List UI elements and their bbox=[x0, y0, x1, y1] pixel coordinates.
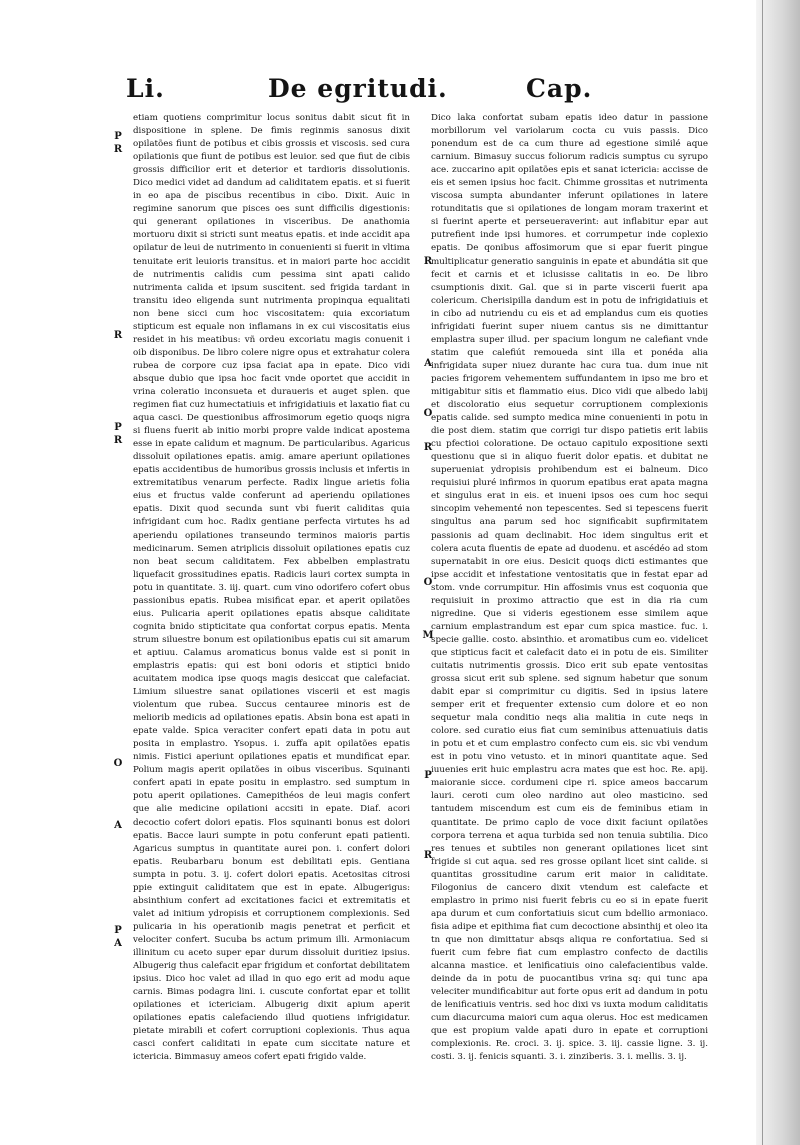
margin-letter: R bbox=[113, 330, 123, 341]
margin-letter: R bbox=[423, 442, 433, 453]
chapter-label: Cap. bbox=[526, 74, 593, 103]
margin-letter: P bbox=[114, 131, 122, 142]
running-header bbox=[118, 74, 748, 110]
margin-letter: P bbox=[424, 770, 432, 781]
page-edge-shadow bbox=[756, 0, 800, 1145]
book-number: Li. bbox=[126, 74, 165, 103]
margin-letter: P bbox=[114, 925, 122, 936]
margin-letter: M bbox=[422, 630, 434, 641]
right-text-column bbox=[431, 112, 708, 1063]
margin-letter: A bbox=[114, 820, 122, 831]
margin-letter: P bbox=[114, 422, 122, 433]
margin-letter: R bbox=[113, 144, 123, 155]
margin-letter: R bbox=[113, 435, 123, 446]
running-title: De egritudi. bbox=[268, 74, 448, 103]
margin-letter: O bbox=[113, 758, 123, 769]
margin-letter: R bbox=[423, 850, 433, 861]
margin-letter: R bbox=[423, 256, 433, 267]
margin-letter: A bbox=[424, 358, 432, 369]
margin-letter: A bbox=[114, 938, 122, 949]
margin-letter: O bbox=[423, 408, 433, 419]
left-column-text: etiam quotiens comprimitur locus sonitus dabit sicut fit in dispositione in splene. De fimis reginmis sanosus dixit opilatões fiunt de potibus et cibis grossis et viscosis. sed cura opilationis que fiunt de potibus est leuior. sed que fiut de cibis grossis difficilior erit et deterior et tardioris dissolutionis. Dico medici videt ad dandum ad caliditatem epatis. et si fuerit in eo apa de piscibus recentibus in cibo. Dixit. Auic in regimine sanorum que pisces oes sunt difficilis digestionis: qui generant opilationes in visceribus. De anathomia mortuoru dixit si stricti sunt meatus epatis. et inde accidit apa opilatur de leui de nutrimento in conuenienti si fuerit in vltima tenuitate erit leuioris transitus. et in maiori parte hoc accidit de nutrimentis calidis cum pessima sint apati calido nutrimenta calida et ipsum suscitent. sed frigida tardant in transitu ideo eligenda sunt nutrimenta propinqua equalitati non bene sicci cum hoc viscositatem: quia excoriatum stipticum est equale non inflamans in ex cui viscositatis eius residet in his meatibus: vñ ordeu excoriatu magis conuenit i oib disponibus. De libro colere nigre opus et extrahatur colera rubea de corpore cuz ipsa faciat apa in epate. Dico vidi absque dubio que ipsa hoc facit vnde oportet que accidit in vrina coleratio inconsueta et duraueris et auget splen. que regimen fiat cuz humectatiuis et infrigidatiuis et laxatio fiat cu aqua casci. De questionibus affrosimorum egetio quoqs nigra si fluens fuerit ab initio morbi propre valde indicat apostema esse in epate calidum et magnum. De particularibus. Agaricus dissoluit opilationes epatis. amig. amare aperiunt opilationes epatis accidentibus de humoribus grossis inclusis et infertis in extremitatibus venarum perfecte. Radix lingue arietis folia eius et fructus valde conferunt ad aperiendu opilationes epatis. Dixit quod secunda sunt vbi fuerit caliditas quia infrigidant cum hoc. Radix gentiane perfecta virtutes hs ad aperiendu opilationes transeundo terminos maioris partis medicinarum. Semen atriplicis dissoluit opilationes epatis cuz non beat secum caliditatem. Fex abbelben emplastratu liquefacit grossitudines epatis. Radicis lauri cortex sumpta in potu in quantitate. 3. iij. quart. cum vino odorifero cofert obus passionibus epatis. Rubea misificat epar. et aperit opilatões eius. Pulicaria aperit opilationes epatis absque caliditate cognita bnido stipticitate qua confortat corpus epatis. Menta strum siluestre bonum est opilationibus epatis cui sit amarum et aptiuu. Calamus aromaticus bonus valde est si ponit in emplastris epatis: qui est boni odoris et stiptici bnido acuitatem modica ipse quoqs magis desiccat que calefaciat. Limium siluestre sanat opilationes viscerii et est magis violentum que rubea. Succus centauree minoris est de meliorib medicis ad opilationes epatis. Absin bona est apati in epate valde. Spica veraciter confert epati data in potu aut posita in emplastro. Ysopus. i. zuffa apit opilatões epatis nimis. Fistici aperiunt opilationes epatis et mundificat epar. Polium magis aperit opilatões in oibus visceribus. Squinanti confert apati in epate positu in emplastro. sed sumptum in potu aperit opilationes. Camepithéos de leui magis confert que alie medicine opilationi accsiti in epate. Diaf. acori decoctio cofert dolori epatis. Flos squinanti bonus est dolori epatis. Bacce lauri sumpte in potu conferunt epati patienti. Agaricus sumptus in quantitate aurei pon. i. confert dolori epatis. Reubarbaru bonum est debilitati epis. Gentiana sumpta in potu. 3. ij. cofert dolori epatis. Acetositas citrosi ppie extinguit caliditatem que est in epate. Albugerigus: absinthium confert ad excitationes facici et extremitatis et valet ad initium ydropisis et corruptionem complexionis. Sed pulicaria in his operationib magis penetrat et perficit et velociter confert. Sucuba bs actum primum illi. Armoniacum illinitum cu aceto super epar durum dissoluit duritiez ipsius. Albugerig thus calefacit epar frigidum et confortat debilitatem ipsius. Dico hoc valet ad illad in quo ego erit ad modu aque carnis. Bimas podagra lini. i. cuscute confortat epar et tollit opilationes et ictericiam. Albugerig dixit apium aperit opilationes epatis calefaciendo illud quotiens infrigidatur. pietate mirabili et cofert corruptioni coplexionis. Thus aqua casci confert caliditati in epate cum siccitate nature et ictericia. Bimmasuy ameos cofert epati frigido valde. bbox=[133, 113, 410, 1063]
margin-letter: O bbox=[423, 577, 433, 588]
left-text-column bbox=[133, 112, 410, 1063]
right-column-text: Dico laka confortat subam epatis ideo datur in passione morbillorum vel variolarum cocta cu vuis passis. Dico ponendum est de ca cum thure ad egestione similé aque carnium. Bimasuy succus foliorum radicis sumptus cu syrupo ace. zuccarino apit opilatões epis et sanat ictericia: accisse de eis et semen ipsius hoc facit. Chimme grossitas et nutrimenta viscosa sumpta abundanter inferunt opilationes in latere rotunditatis que si opilationes de longam moram traxerint et si fuerint aperte et perseueraverint: aut inflabitur epar aut putrefient inde ipsi humores. et corrumpetur inde coplexio epatis. De qonibus affosimorum que si epar fuerit pingue multiplicatur generatio sanguinis in epate et abundátia sit que fecit et carnis et et iclusisse calitatis in eo. De libro csumptionis dixit. Gal. que si in parte viscerii fuerit apa colericum. Cherisipilla dandum est in potu de infrigidatiuis et in cibo ad nutriendu cu eis et ad emplandus cum eis quoties infrigidati fuerint super niuem cantus sis ne dimittantur emplastra super illud. per spacium longum ne calefiant vnde statim que calefiút remoueda sint illa et ponéda alia infrigidata super niuez durante hac cura tua. dum inue nit pacies frigorem vehementem suffundantem in ipso me bro et mitigabitur sitis et flammatio eius. Dico vidi que albedo labij et discoloratio eius sequetur corruptionem complexionis epatis calide. sed sumpto medica mine conuenienti in potu in die post diem. statim que corrigi tur dispo patietis erit labiis cu pfectioi coloratione. De octauo capitulo expositione sexti questionu que si in aliquo fuerit dolor epatis. et dubitat ne superueniat ydropisis prohibendum est ei balneum. Dico requisiui pluré infirmos in quorum epatibus erat apata magna et singulus erat in eis. et inueni ipsos oes cum hoc sequi sincopim vehementé non tepescentes. Sed si tepescens fuerit singultus ana parum sed hoc significabit supfirmitatem passionis ad quam declinabit. Hoc idem singultus erit et colera acuta fluentis de epate ad duodenu. et ascédéo ad stom supernatabit in ore eius. Desicit quoqs dicti estimantes que ipse accidit et infestatione ventositatis que in festat epar ad stom. vnde corrumpitur. Hin affosimis vnus est coquonia que requisiuit in proximo attractio que est in dia ria cum nigredine. Que si videris egestionem esse similem aque carnium emplastrandum est epar cum spica mastice. fuc. i. specie gallie. costo. absinthio. et aromatibus cum eo. videlicet que stipticus facit et calefacit dato ei in potu de eis. Similiter cuitatis nutrimentis grossis. Dico erit sub epate ventositas grossa sicut erit sub splene. sed signum habetur que sonum dabit epar si comprimitur cu digitis. Sed in ipsius latere semper erit et frequenter extensio cum dolore et eo non sequetur mala conditio neqs alia malitia in cute neqs in colore. sed curatio eius fiat cum seminibus attenuatiuis datis in potu et et cum emplastro confecto cum eis. sic vbi vendum est in potu vino vetusto. et in minori quantitate aque. Sed iuuenies erit huic emplastru acra mates que est hoc. Re. apij. maioranie sicce. cordumeni cipe ri. spice ameos baccarum lauri. ceroti cum oleo nardino aut oleo masticino. sed tantudem miscendum est cum eis de feminibus etiam in quantitate. De primo caplo de voce dixit faciunt opilatões corpora terrena et aqua turbida sed non tenuia subtilia. Dico res tenues et subtiles non generant opilationes licet sint frigide si cut aqua. sed res grosse opilant licet sint calide. si quantitas grossitudine carum erit maior in caliditate. Filogonius de cancero dixit vtendum est calefacte et emplastro in primo nisi fuerit febris cu eo si in epate fuerit apa durum et cum confortatiuis sicut cum bdellio armoniaco. fisia adipe et epithima fiat cum decoctione absinthij et oleo ita tn que non dimittatur absqs aliqua re confortatiua. Sed si fuerit cum febre fiat cum emplastro confecto de dactilis alcanna mastice. et lenificatiuis oino calefacientibus valde. deinde da in potu de puocantibus vrina sq: qui tunc apa veleciter mundificabitur aut forte opus erit ad dandum in potu de lenificatiuis ventris. sed hoc dixi vs iuxta modum caliditatis cum diacurcuma maiori cum aqua olerus. Hoc est medicamen que est propium valde apati duro in epate et corruptioni complexionis. Re. croci. 3. ij. spice. 3. iij. cassie ligne. 3. ij. costi. 3. ij. fenicis squanti. 3. i. zinziberis. 3. i. mellis. 3. ij. bbox=[431, 113, 708, 1063]
